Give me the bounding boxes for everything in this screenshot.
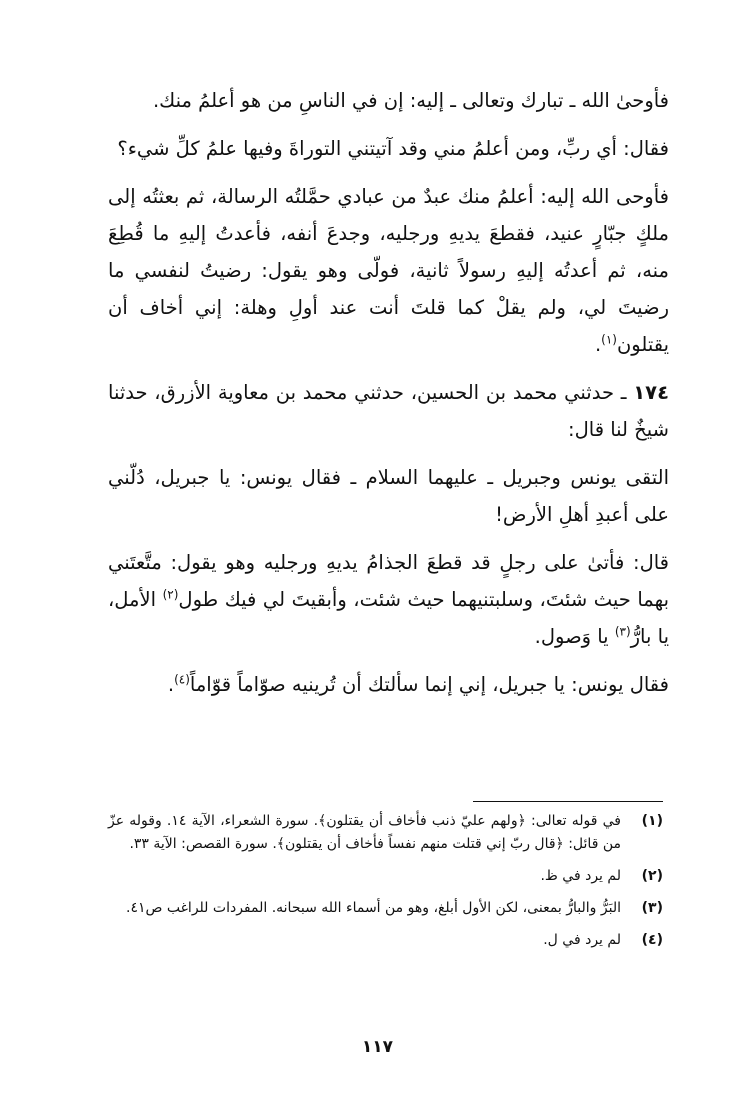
paragraph-6: قال: فأتىٰ على رجلٍ قد قطعَ الجذامُ يديهِ ورجليه وهو يقول: متَّعتَني بهما حيث شئتَ، وسلبتنيهما حيث شئت، وأبقيتَ لي فيك طول$^{(٢)}$ الأمل، يا بارُّ$^{(٣)}$ يا وَصول.	[108, 551, 669, 648]
footnote-number: (٢)	[641, 868, 663, 884]
footnote-number: (٤)	[641, 932, 663, 948]
footnote-divider	[473, 801, 663, 802]
footnote-ref-2[interactable]: (٢)	[162, 587, 179, 602]
footnote-ref-4[interactable]: (٤)	[174, 672, 190, 687]
footnotes	[108, 810, 663, 961]
footnote-number: (١)	[641, 813, 663, 829]
hadith-number: ١٧٤	[633, 381, 669, 404]
footnote-number: (٣)	[641, 900, 663, 916]
footnote-text: في قوله تعالى: ﴿ولهم عليّ ذنب فأخاف أن يقتلون﴾. سورة الشعراء، الآية ١٤. وقوله عزّ من قائل: ﴿قال ربّ إني قتلت منهم نفساً فأخاف أن يقتلون﴾. سورة القصص: الآية ٣٣.	[108, 813, 622, 852]
footnote-4	[108, 929, 663, 952]
footnote-1	[108, 810, 663, 856]
main-text	[108, 82, 669, 714]
footnote-2	[108, 865, 663, 888]
page-number: ١١٧	[361, 1037, 394, 1057]
footnote-text: لم يرد في ل.	[543, 932, 621, 948]
paragraph-1: فأوحىٰ الله ـ تبارك وتعالى ـ إليه: إن في الناسِ من هو أعلمُ منك.	[152, 89, 669, 112]
footnote-ref-1[interactable]: (١)	[601, 332, 617, 347]
footnote-3	[108, 897, 663, 920]
paragraph-7: فقال يونس: يا جبريل، إني إنما سألتك أن تُرينيه صوّاماً قوّاماً$^{(٤)}$.	[167, 672, 669, 696]
footnote-ref-3[interactable]: (٣)	[614, 624, 631, 639]
paragraph-2: فقال: أي ربِّ، ومن أعلمُ مني وقد آتيتني التوراةَ وفيها علمُ كلِّ شيء؟	[117, 137, 669, 160]
paragraph-5: التقى يونس وجبريل ـ عليهما السلام ـ فقال يونس: يا جبريل، دُلّني على أعبدِ أهلِ الأرض!	[108, 466, 669, 526]
footnote-text: البَرُّ والبارُّ بمعنى، لكن الأول أبلغ، وهو من أسماء الله سبحانه. المفردات للراغب ص٤١.	[125, 900, 621, 916]
paragraph-4: ١٧٤ ـ حدثني محمد بن الحسين، حدثني محمد بن معاوية الأزرق، حدثنا شيخٌ لنا قال:	[108, 381, 669, 441]
footnote-text: لم يرد في ظ.	[540, 868, 621, 884]
paragraph-3: فأوحى الله إليه: أعلمُ منك عبدٌ من عبادي حمَّلتُه الرسالة، ثم بعثتُه إلى ملكٍ جبّارٍ عنيد، فقطعَ يديهِ ورجليه، وجدعَ أنفه، فأعدتُ إليهِ ما قُطِعَ منه، ثم أعدتُه إليهِ رسولاً ثانية، فولّى وهو يقول: رضيتُ لنفسي ما رضيتَ لي، ولم يقلْ كما قلتَ أنت عند أولِ وهلة: إني أخاف أن يقتلون$^{(١)}$.	[108, 185, 669, 356]
